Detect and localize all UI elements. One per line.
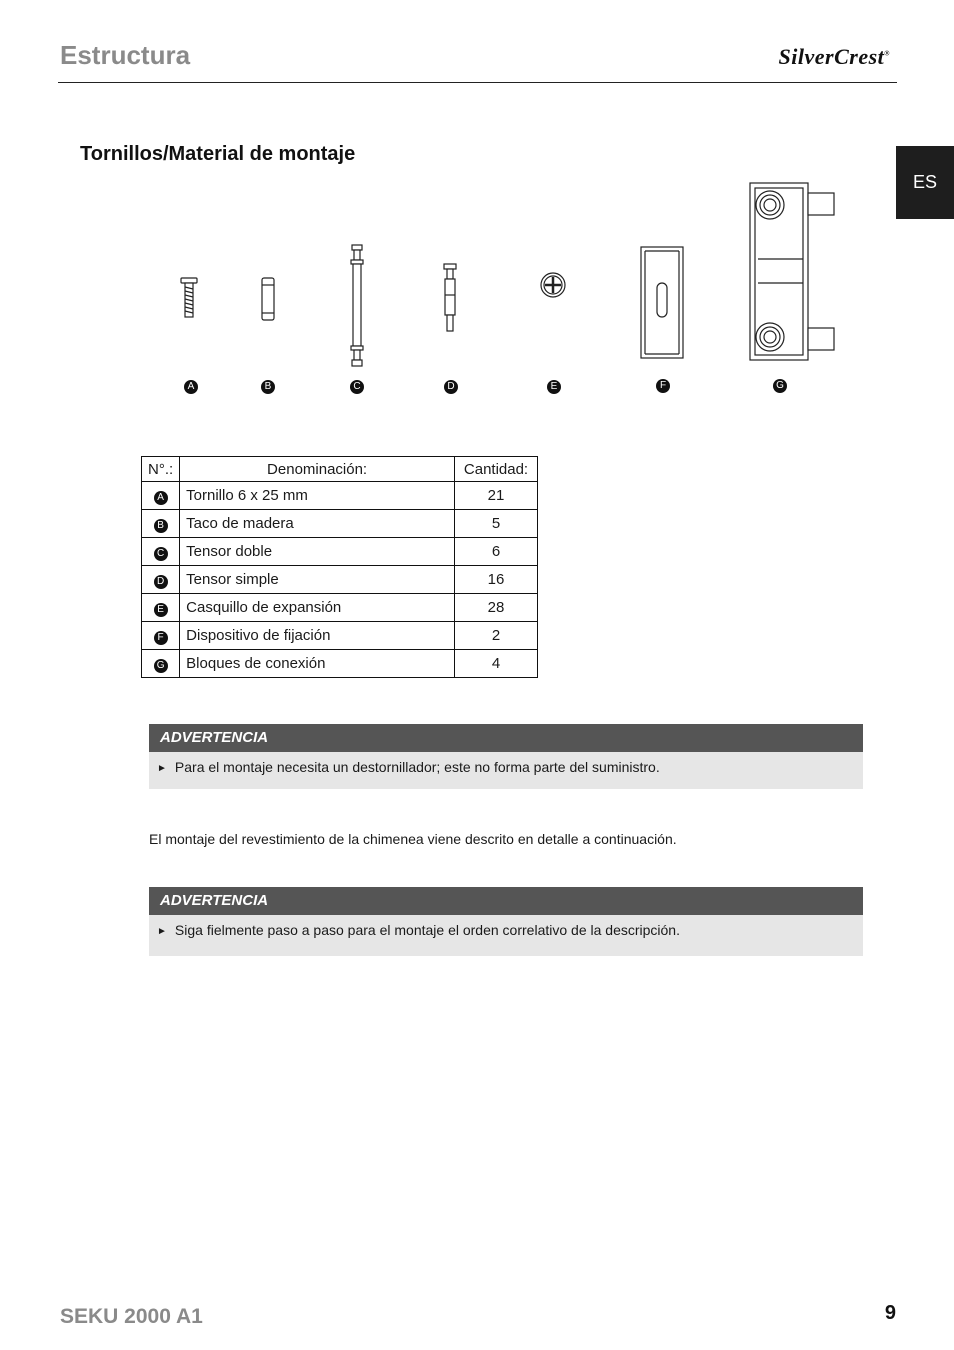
row-id-badge: D <box>154 575 168 589</box>
part-label-b: B <box>261 380 275 394</box>
table-row <box>142 650 538 678</box>
part-g-connecting-block-drawing <box>750 183 834 360</box>
row-qty: 5 <box>455 510 538 538</box>
warning-body <box>149 752 863 789</box>
warning-box-1 <box>149 724 863 789</box>
row-name: Dispositivo de fijación <box>180 622 455 650</box>
part-f-fixing-device-drawing <box>641 247 683 358</box>
table-row <box>142 622 538 650</box>
language-tab: ES <box>896 146 954 219</box>
row-name: Tensor simple <box>180 566 455 594</box>
warning-box-2 <box>149 887 863 956</box>
part-b-dowel-drawing <box>262 278 274 320</box>
row-name: Tornillo 6 x 25 mm <box>180 482 455 510</box>
page-title: Estructura <box>60 40 191 70</box>
row-id-badge: B <box>154 519 168 533</box>
header-qty: Cantidad: <box>455 457 538 482</box>
row-qty: 28 <box>455 594 538 622</box>
table-row <box>142 566 538 594</box>
row-qty: 21 <box>455 482 538 510</box>
warning-title: ADVERTENCIA <box>149 724 863 752</box>
part-a-screw-drawing <box>181 278 197 317</box>
intro-paragraph: El montaje del revestimiento de la chimenea viene descrito en detalle a continuación. <box>149 831 677 847</box>
part-label-g: G <box>773 379 787 393</box>
row-id-badge: A <box>154 491 168 505</box>
row-id-badge: C <box>154 547 168 561</box>
bullet-arrow-icon: ► <box>157 763 167 774</box>
table-row <box>142 510 538 538</box>
row-name: Casquillo de expansión <box>180 594 455 622</box>
warning-title: ADVERTENCIA <box>149 887 863 915</box>
row-name: Taco de madera <box>180 510 455 538</box>
table-header-row <box>142 457 538 482</box>
table-row <box>142 482 538 510</box>
bullet-arrow-icon: ► <box>157 926 167 937</box>
part-label-e: E <box>547 380 561 394</box>
row-qty: 2 <box>455 622 538 650</box>
table-row <box>142 594 538 622</box>
part-e-expansion-sleeve-drawing <box>541 273 565 297</box>
part-label-d: D <box>444 380 458 394</box>
part-label-f: F <box>656 379 670 393</box>
table-row <box>142 538 538 566</box>
part-label-a: A <box>184 380 198 394</box>
footer-model: SEKU 2000 A1 <box>60 1305 203 1328</box>
row-id-badge: E <box>154 603 168 617</box>
header-divider <box>58 82 897 83</box>
header-no: N°.: <box>142 457 180 482</box>
part-label-c: C <box>350 380 364 394</box>
section-title: Tornillos/Material de montaje <box>80 143 356 165</box>
warning-text: Siga fielmente paso a paso para el montaje el orden correlativo de la descripción. <box>174 922 680 938</box>
warning-text: Para el montaje necesita un destornillador; este no forma parte del suministro. <box>174 759 660 775</box>
row-name: Bloques de conexión <box>180 650 455 678</box>
brand-logo: SilverCrest® <box>778 44 890 69</box>
row-qty: 16 <box>455 566 538 594</box>
warning-body <box>149 915 863 956</box>
page-number: 9 <box>884 1302 896 1324</box>
part-c-double-tensor-drawing <box>351 245 363 366</box>
row-id-badge: G <box>154 659 168 673</box>
parts-table <box>141 456 538 678</box>
row-qty: 6 <box>455 538 538 566</box>
parts-illustration <box>0 175 954 405</box>
part-d-single-tensor-drawing <box>444 264 456 331</box>
row-name: Tensor doble <box>180 538 455 566</box>
header-name: Denominación: <box>180 457 455 482</box>
row-qty: 4 <box>455 650 538 678</box>
parts-drawing <box>0 175 954 405</box>
row-id-badge: F <box>154 631 168 645</box>
